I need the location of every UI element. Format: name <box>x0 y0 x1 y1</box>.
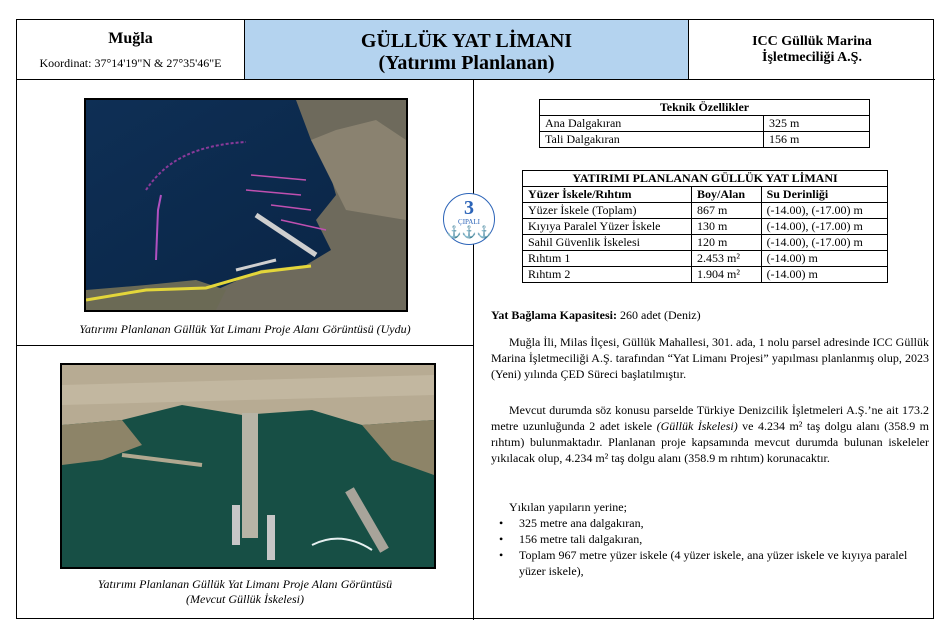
table-cell: 325 m <box>763 116 869 132</box>
aerial-caption <box>17 577 473 607</box>
table-cell: Sahil Güvenlik İskelesi <box>523 235 692 251</box>
table-cell: (-14.00), (-17.00) m <box>761 203 887 219</box>
table-cell: 130 m <box>692 219 762 235</box>
aerial-image <box>60 363 436 569</box>
header-title <box>245 20 689 80</box>
paragraph-2-italic: (Güllük İskelesi) <box>656 419 738 433</box>
paragraph-2-text-a: Mevcut durumda söz konusu parselde Türkiye Denizcilik İşletmeleri A.Ş.’ne ait 173.2 metre uzunluğunda 2 adet iskele <box>491 403 929 433</box>
table-cell: Yüzer İskele (Toplam) <box>523 203 692 219</box>
replacement-list <box>491 499 929 579</box>
aerial-caption-line1: Yatırımı Planlanan Güllük Yat Limanı Proje Alanı Görüntüsü <box>97 577 393 591</box>
table-cell: 156 m <box>763 132 869 148</box>
column-header: Yüzer İskele/Rıhtım <box>523 187 692 203</box>
satellite-caption: Yatırımı Planlanan Güllük Yat Limanı Proje Alanı Görüntüsü (Uydu) <box>79 322 411 336</box>
table-cell: 867 m <box>692 203 762 219</box>
page-subtitle: (Yatırımı Planlanan) <box>378 52 555 74</box>
table-cell: (-14.00), (-17.00) m <box>761 219 887 235</box>
table-row <box>540 132 870 148</box>
table-row <box>523 219 888 235</box>
list-intro: Yıkılan yapıların yerine; <box>509 500 627 514</box>
operator-name-line2: İşletmeciliği A.Ş. <box>762 50 862 65</box>
table-cell: 1.904 m² <box>692 267 762 283</box>
table-cell: (-14.00), (-17.00) m <box>761 235 887 251</box>
cipali-logo <box>443 193 495 245</box>
page-frame <box>16 19 934 619</box>
technical-specs-title: Teknik Özellikler <box>540 100 870 116</box>
operator-name-line1: ICC Güllük Marina <box>752 34 872 49</box>
table-cell: Tali Dalgakıran <box>540 132 764 148</box>
table-row <box>523 251 888 267</box>
satellite-image <box>84 98 408 312</box>
table-cell: (-14.00) m <box>761 251 887 267</box>
paragraph-2 <box>491 402 929 466</box>
table-cell: Rıhtım 1 <box>523 251 692 267</box>
logo-number: 3 <box>464 197 474 219</box>
header-operator <box>689 20 935 80</box>
column-header: Boy/Alan <box>692 187 762 203</box>
logo-name: ÇIPALI <box>458 218 480 226</box>
column-header: Su Derinliği <box>761 187 887 203</box>
table-header-row <box>523 187 888 203</box>
page-title: GÜLLÜK YAT LİMANI <box>360 30 573 52</box>
paragraph-1-text: Muğla İli, Milas İlçesi, Güllük Mahallesi, 301. ada, 1 nolu parsel adresinde ICC Güllük Marina İşletmeciliği A.Ş. tarafından “Yat Limanı Projesi” yapılması planlanmış olup, 2023 (Yeni) yılında ÇED Süreci başlatılmıştır. <box>491 335 929 381</box>
table-row <box>523 203 888 219</box>
header-location <box>17 20 245 80</box>
table-row <box>523 235 888 251</box>
table-row <box>540 116 870 132</box>
aerial-caption-line2: (Mevcut Güllük İskelesi) <box>186 592 304 606</box>
table-cell: 2.453 m² <box>692 251 762 267</box>
investment-table-title: YATIRIMI PLANLANAN GÜLLÜK YAT LİMANI <box>523 171 888 187</box>
technical-specs-table <box>539 99 870 148</box>
capacity-value: 260 adet (Deniz) <box>617 308 701 322</box>
paragraph-2-text-b: ve 4.234 m² taş dolgu alanı (358.9 m rıhtım) bulunmaktadır. Planlanan proje kapsamında mevcut durumda bulunan iskeleler yıkılacak olup, 4.234 m² taş dolgu alanı (358.9 m rıhtım) korunacaktır. <box>491 419 930 465</box>
province-name: Muğla <box>108 30 153 47</box>
table-row <box>523 267 888 283</box>
investment-table <box>522 170 888 283</box>
anchor-icon: ⚓⚓⚓ <box>446 225 492 239</box>
capacity-label: Yat Bağlama Kapasitesi: <box>491 308 617 322</box>
vertical-divider <box>473 80 474 620</box>
table-cell: Ana Dalgakıran <box>540 116 764 132</box>
list-item: • 156 metre tali dalgakıran, <box>519 531 929 547</box>
coordinates-label: Koordinat: 37°14'19"N & 27°35'46"E <box>39 56 222 70</box>
list-item: • 325 metre ana dalgakıran, <box>519 515 929 531</box>
table-cell: Rıhtım 2 <box>523 267 692 283</box>
table-cell: 120 m <box>692 235 762 251</box>
capacity-line <box>491 308 701 323</box>
table-cell: Kıyıya Paralel Yüzer İskele <box>523 219 692 235</box>
paragraph-1 <box>491 334 929 382</box>
table-cell: (-14.00) m <box>761 267 887 283</box>
horizontal-divider <box>17 345 473 346</box>
list-item: • Toplam 967 metre yüzer iskele (4 yüzer iskele, ana yüzer iskele ve kıyıya paralel yüzer iskele), <box>519 547 929 579</box>
